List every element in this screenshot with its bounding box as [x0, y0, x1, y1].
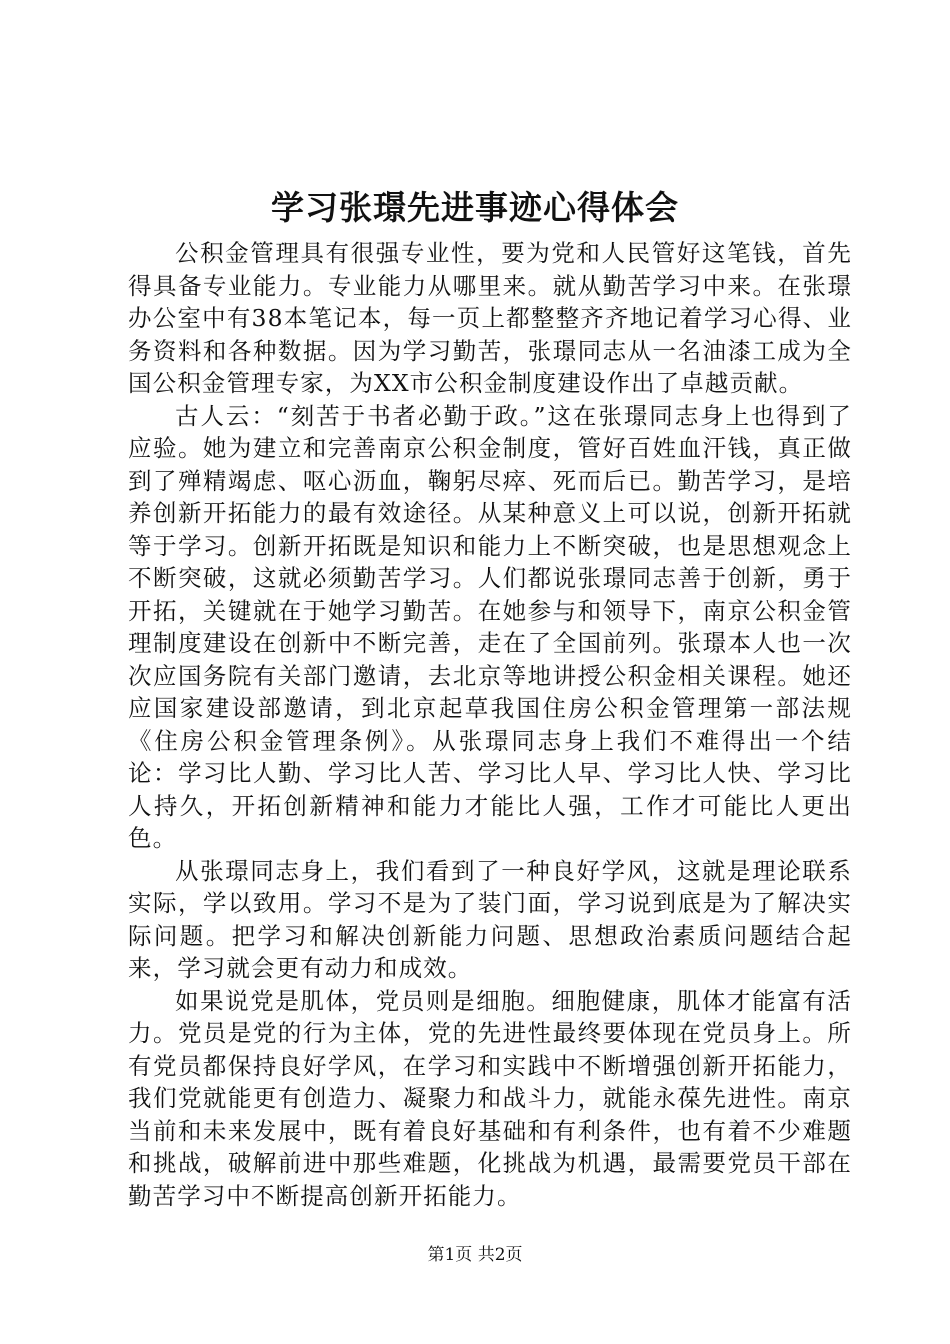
paragraph-4: 如果说党是肌体，党员则是细胞。细胞健康，肌体才能富有活力。党员是党的行为主体，党的先进性最终要体现在党员身上。所有党员都保持良好学风，在学习和实践中不断增强创新开拓能力，我们党就能更有创造力、凝聚力和战斗力，就能永葆先进性。南京当前和未来发展中，既有着良好基础和有利条件，也有着不少难题和挑战，破解前进中那些难题，化挑战为机遇，最需要党员干部在勤苦学习中不断提高创新开拓能力。: [128, 986, 852, 1210]
paragraph-1: 公积金管理具有很强专业性，要为党和人民管好这笔钱，首先得具备专业能力。专业能力从哪里来。就从勤苦学习中来。在张璟办公室中有38本笔记本，每一页上都整整齐齐地记着学习心得、业务资料和各种数据。因为学习勤苦，张璟同志从一名油漆工成为全国公积金管理专家，为XX市公积金制度建设作出了卓越贡献。: [128, 239, 852, 397]
document-body: [128, 237, 852, 1212]
page-number-footer: 第1页 共2页: [427, 1245, 523, 1265]
document-title: 学习张璟先进事迹心得体会: [271, 188, 679, 227]
paragraph-3: 从张璟同志身上，我们看到了一种良好学风，这就是理论联系实际，学以致用。学习不是为了装门面，学习说到底是为了解决实际问题。把学习和解决创新能力问题、思想政治素质问题结合起来，学习就会更有动力和成效。: [128, 856, 852, 982]
paragraph-2: 古人云：“刻苦于书者必勤于政。”这在张璟同志身上也得到了应验。她为建立和完善南京公积金制度，管好百姓血汗钱，真正做到了殚精竭虑、呕心沥血，鞠躬尽瘁、死而后已。勤苦学习，是培养创新开拓能力的最有效途径。从某种意义上可以说，创新开拓就等于学习。创新开拓既是知识和能力上不断突破，也是思想观念上不断突破，这就必须勤苦学习。人们都说张璟同志善于创新，勇于开拓，关键就在于她学习勤苦。在她参与和领导下，南京公积金管理制度建设在创新中不断完善，走在了全国前列。张璟本人也一次次应国务院有关部门邀请，去北京等地讲授公积金相关课程。她还应国家建设部邀请，到北京起草我国住房公积金管理第一部法规《住房公积金管理条例》。从张璟同志身上我们不难得出一个结论：学习比人勤、学习比人苦、学习比人早、学习比人快、学习比人持久，开拓创新精神和能力才能比人强，工作才可能比人更出色。: [128, 401, 852, 852]
